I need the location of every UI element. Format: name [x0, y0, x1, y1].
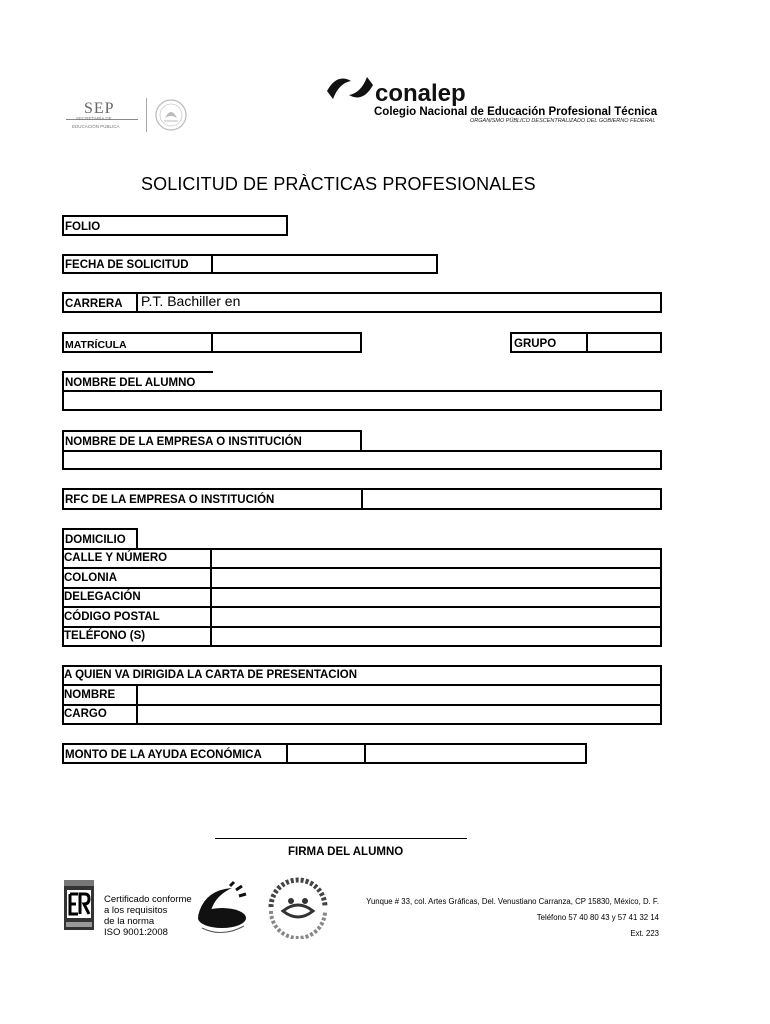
conalep-emblem-icon [325, 73, 375, 103]
codigo-postal-label: CÓDIGO POSTAL [64, 611, 160, 623]
a-quien-label: A QUIEN VA DIRIGIDA LA CARTA DE PRESENTACION [64, 669, 358, 681]
destinatario-nombre-input[interactable] [138, 686, 660, 703]
matricula-input[interactable] [211, 332, 362, 353]
codigo-postal-input[interactable] [212, 608, 660, 625]
domicilio-label: DOMICILIO [65, 534, 126, 546]
page-title: SOLICITUD DE PRÀCTICAS PROFESIONALES [141, 174, 536, 194]
cert-line2: a los requisitos [104, 905, 168, 916]
nombre-alumno-input[interactable] [62, 390, 662, 411]
carrera-value: P.T. Bachiller en [141, 293, 241, 309]
sep-sub2: EDUCACIÓN PÚBLICA [72, 124, 120, 129]
signature-line [215, 838, 467, 839]
matricula-label: MATRÍCULA [65, 339, 127, 351]
telefono-label: TELÉFONO (S) [64, 630, 146, 642]
delegacion-label: DELEGACIÓN [64, 591, 141, 603]
delegacion-input[interactable] [212, 589, 660, 606]
nombre-alumno-label: NOMBRE DEL ALUMNO [65, 377, 196, 389]
nombre-empresa-input[interactable] [62, 450, 662, 470]
footer-address: Yunque # 33, col. Artes Gráficas, Del. Venustiano Carranza, CP 15830, México, D. F. [366, 897, 659, 906]
telefono-input[interactable] [212, 628, 660, 645]
modelo-equidad-logo-icon [192, 878, 252, 938]
mexico-seal-icon [152, 98, 190, 132]
conalep-name: conalep [375, 80, 466, 107]
fecha-field [62, 254, 438, 274]
carrera-field [62, 292, 662, 313]
folio-field[interactable] [62, 215, 288, 236]
footer-phone: Teléfono 57 40 80 43 y 57 41 32 14 [536, 913, 659, 922]
conalep-full-name: Colegio Nacional de Educación Profesional Técnica [374, 106, 658, 118]
nombre-empresa-header [62, 430, 362, 452]
grupo-input[interactable] [586, 332, 662, 353]
calle-input[interactable] [212, 550, 660, 567]
er-mark-icon [67, 890, 91, 918]
rfc-field [62, 488, 662, 510]
grupo-label: GRUPO [514, 338, 557, 350]
nombre-alumno-header [62, 371, 213, 392]
nombre-label: NOMBRE [64, 689, 116, 701]
carrera-input[interactable] [136, 292, 662, 313]
certification-logo [64, 880, 94, 930]
matricula-field [62, 332, 362, 353]
rfc-label: RFC DE LA EMPRESA O INSTITUCIÓN [65, 494, 275, 506]
monto-input-1[interactable] [286, 743, 366, 764]
sep-sub1: SECRETARÍA DE [76, 116, 112, 121]
header-divider [146, 98, 147, 132]
grupo-field [510, 332, 662, 353]
cargo-label: CARGO [64, 708, 107, 720]
carrera-label: CARRERA [65, 298, 123, 310]
footer-ext: Ext. 223 [630, 929, 659, 938]
colonia-input[interactable] [212, 569, 660, 586]
fecha-input[interactable] [211, 254, 438, 274]
fecha-label: FECHA DE SOLICITUD [65, 259, 189, 271]
folio-label: FOLIO [65, 221, 101, 233]
rfc-input[interactable] [361, 488, 662, 510]
destinatario-cargo-input[interactable] [138, 706, 660, 723]
colonia-label: COLONIA [64, 572, 118, 584]
signature-label: FIRMA DEL ALUMNO [288, 846, 404, 858]
conalep-subtitle: ORGANISMO PÚBLICO DESCENTRALIZADO DEL GOBIERNO FEDERAL [470, 118, 656, 124]
cert-line1: Certificado conforme [104, 894, 192, 905]
sep-logo-text: SEP [84, 100, 115, 117]
cert-line4: ISO 9001:2008 [104, 927, 168, 938]
cert-line3: de la norma [104, 916, 155, 927]
domicilio-header [62, 528, 138, 550]
nombre-empresa-label: NOMBRE DE LA EMPRESA O INSTITUCIÓN [65, 436, 302, 448]
sep-logo [62, 100, 142, 136]
calle-label: CALLE Y NÚMERO [64, 552, 168, 564]
monto-input-2[interactable] [364, 743, 587, 764]
monto-field [62, 743, 587, 764]
monto-label: MONTO DE LA AYUDA ECONÓMICA [65, 749, 262, 761]
igualdad-laboral-logo-icon [265, 877, 331, 939]
